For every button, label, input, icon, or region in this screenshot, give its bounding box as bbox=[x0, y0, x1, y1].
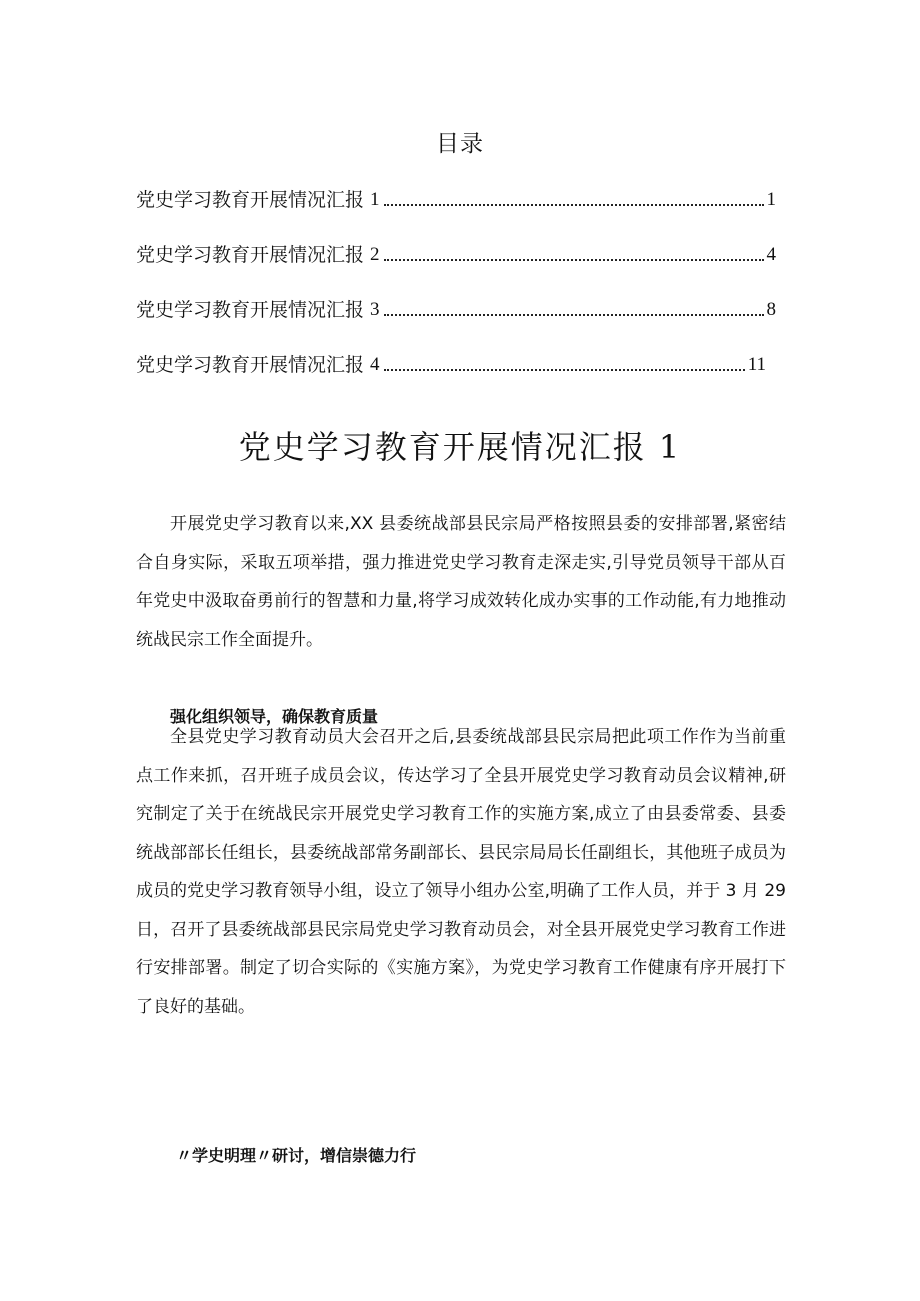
toc-entry-4[interactable] bbox=[136, 351, 766, 379]
toc-title: 目录 bbox=[436, 131, 484, 157]
toc-dot-leader bbox=[384, 369, 745, 371]
toc-page-number: 4 bbox=[766, 244, 776, 265]
toc-entry-3[interactable] bbox=[136, 296, 776, 324]
section-1-paragraph: 全县党史学习教育动员大会召开之后,县委统战部县民宗局把此项工作作为当前重点工作来抓，召开班子成员会议，传达学习了全县开展党史学习教育动员会议精神,研究制定了关于在统战民宗开展党史学习教育工作的实施方案,成立了由县委常委、县委统战部部长任组长，县委统战部常务副部长、县民宗局局长任副组长，其他班子成员为成员的党史学习教育领导小组，设立了领导小组办公室,明确了工作人员，并于 3 月 29 日，召开了县委统战部县民宗局党史学习教育动员会，对全县开展党史学习教育工作进行安排部署。制定了切合实际的《实施方案》，为党史学习教育工作健康有序开展打下了良好的基础。 bbox=[136, 727, 786, 1017]
toc-entry-1[interactable] bbox=[136, 186, 776, 214]
toc-dot-leader bbox=[384, 259, 764, 261]
toc-entry-number: 3 bbox=[370, 299, 380, 320]
toc-entry-text: 党史学习教育开展情况汇报 bbox=[136, 189, 365, 211]
toc-entry-text: 党史学习教育开展情况汇报 bbox=[136, 244, 365, 266]
toc-entry-2[interactable] bbox=[136, 241, 776, 269]
document-title: 党史学习教育开展情况汇报 1 bbox=[238, 428, 682, 466]
toc-page-number: 1 bbox=[766, 189, 776, 210]
toc-page-number: 8 bbox=[766, 299, 776, 320]
section-heading-2: 〃学史明理〃研讨，增信崇德力行 bbox=[176, 1146, 417, 1165]
toc-entry-number: 2 bbox=[370, 244, 380, 265]
toc-dot-leader bbox=[384, 204, 764, 206]
toc-entry-text: 党史学习教育开展情况汇报 bbox=[136, 354, 365, 376]
toc-entry-number: 1 bbox=[370, 189, 380, 210]
toc-entry-text: 党史学习教育开展情况汇报 bbox=[136, 299, 365, 321]
section-heading-1: 强化组织领导，确保教育质量 bbox=[170, 707, 379, 726]
intro-paragraph: 开展党史学习教育以来,XX 县委统战部县民宗局严格按照县委的安排部署,紧密结合自身实际，采取五项举措，强力推进党史学习教育走深走实,引导党员领导干部从百年党史中汲取奋勇前行的智慧和力量,将学习成效转化成办实事的工作动能,有力地推动统战民宗工作全面提升。 bbox=[136, 514, 786, 650]
toc-dot-leader bbox=[384, 314, 764, 316]
toc-page-number: 11 bbox=[747, 354, 766, 375]
toc-entry-number: 4 bbox=[370, 354, 380, 375]
